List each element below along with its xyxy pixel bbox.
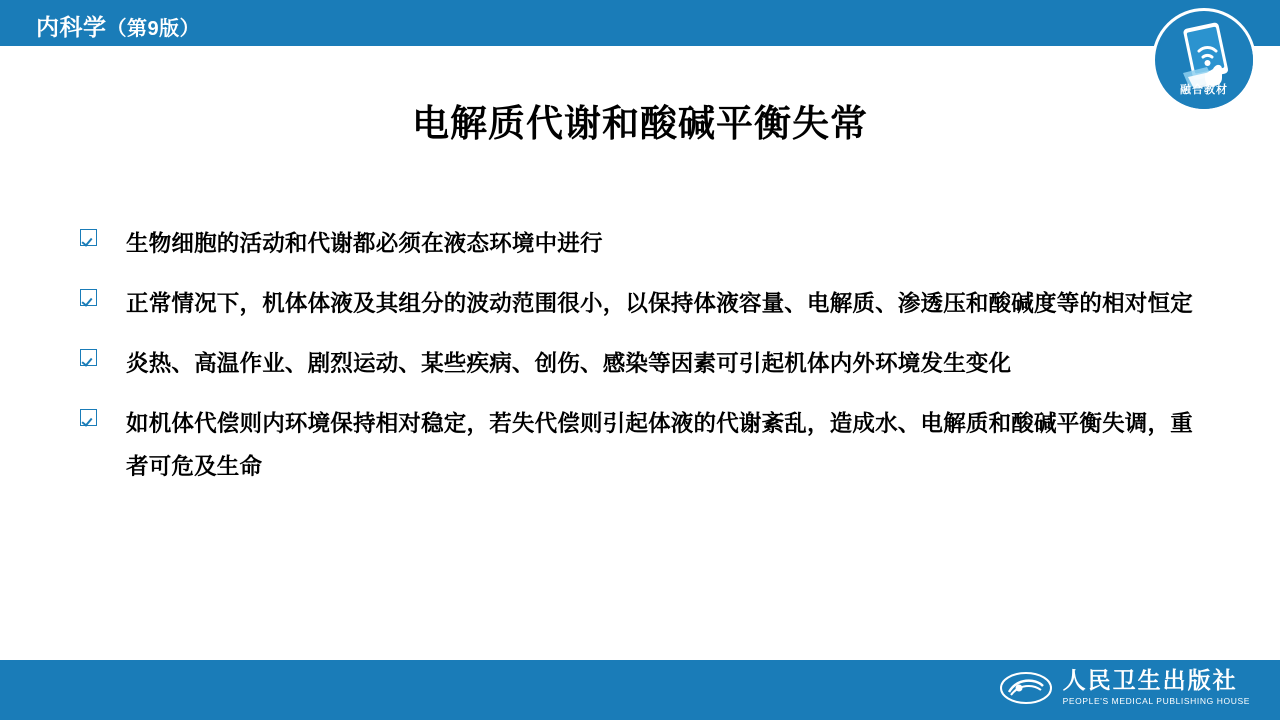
publisher-logo	[999, 668, 1250, 708]
list-item-text: 生物细胞的活动和代谢都必须在液态环境中进行	[126, 231, 603, 256]
course-title	[36, 9, 200, 42]
course-title-text: 内科学	[36, 14, 107, 40]
badge-label: 融合教材	[1180, 84, 1228, 96]
list-item	[80, 402, 1210, 488]
course-edition-text: （第9版）	[106, 18, 201, 40]
checkbox-icon	[80, 229, 97, 246]
publisher-name-cn: 人民卫生出版社	[1062, 668, 1238, 695]
checkbox-icon	[80, 409, 97, 426]
bottom-bar	[0, 660, 1280, 720]
list-item	[80, 342, 1210, 385]
checkbox-icon	[80, 349, 97, 366]
list-item	[80, 222, 1210, 265]
publisher-text	[1063, 669, 1250, 707]
page-title: 电解质代谢和酸碱平衡失常	[412, 103, 868, 144]
list-item-text: 炎热、高温作业、剧烈运动、某些疾病、创伤、感染等因素可引起机体内外环境发生变化	[126, 351, 1012, 376]
list-item-text: 正常情况下，机体体液及其组分的波动范围很小，以保持体液容量、电解质、渗透压和酸碱度等的相对恒定	[126, 291, 1193, 316]
publisher-name-en: PEOPLE'S MEDICAL PUBLISHING HOUSE	[1062, 696, 1250, 707]
list-item	[80, 282, 1210, 325]
checkbox-icon	[80, 289, 97, 306]
publisher-emblem-icon	[999, 668, 1053, 708]
top-bar	[0, 0, 1280, 46]
bullet-list	[80, 222, 1210, 505]
list-item-text: 如机体代偿则内环境保持相对稳定，若失代偿则引起体液的代谢紊乱，造成水、电解质和酸碱平衡失调，重者可危及生命	[126, 411, 1193, 479]
